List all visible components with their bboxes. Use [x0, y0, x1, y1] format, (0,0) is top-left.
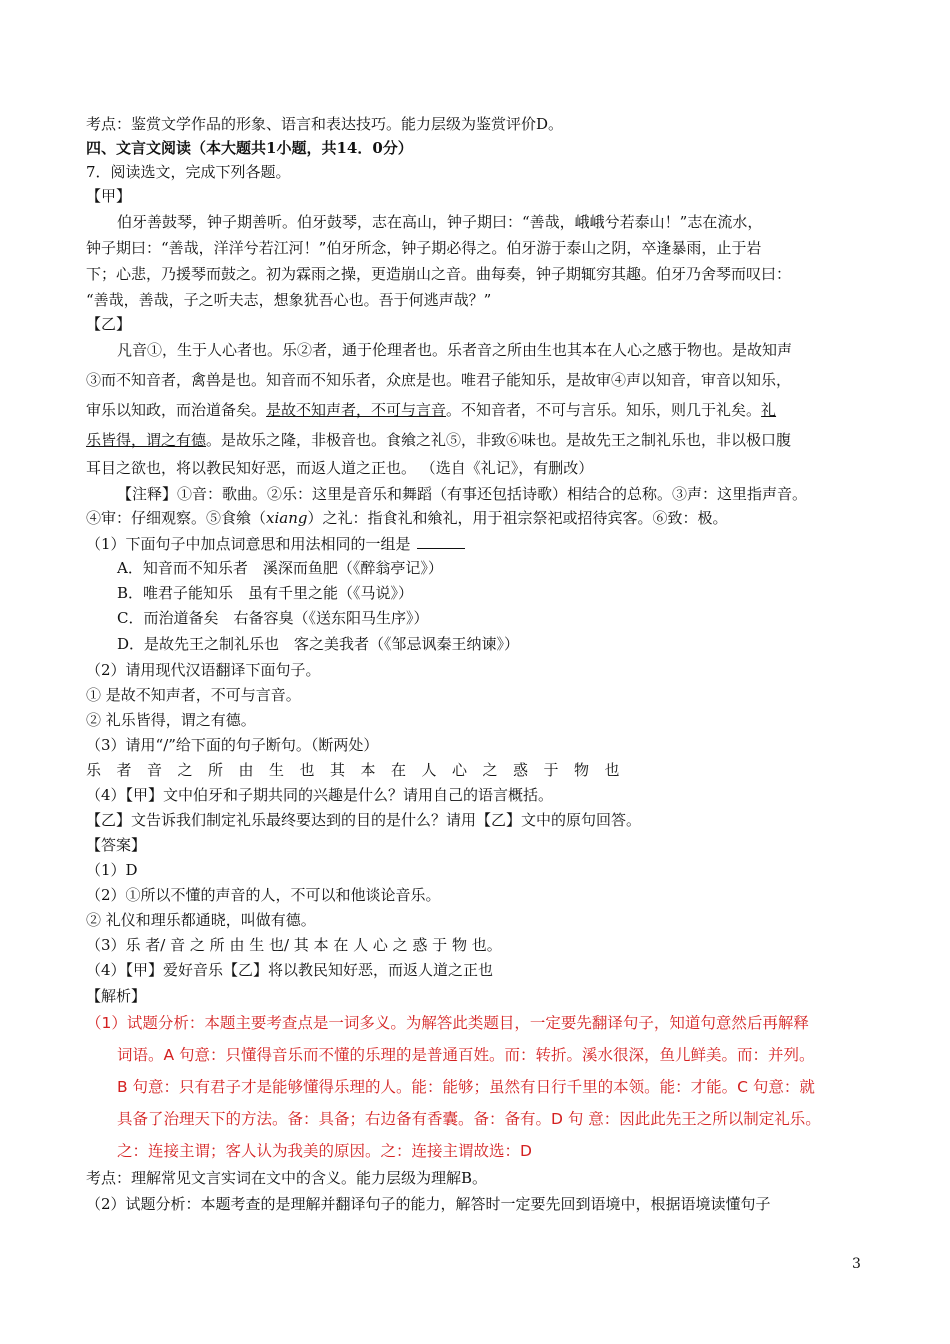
jia-label: 【甲】	[86, 187, 132, 205]
yi-text-segment: 审乐以知政，而治道备矣。	[86, 401, 267, 419]
question-2-item: ② 礼乐皆得，谓之有德。	[86, 711, 256, 729]
answer-line: （4）【甲】爱好音乐【乙】将以教民知好恶，而返人道之正也	[86, 961, 494, 979]
yi-text-line: ③而不知音者，禽兽是也。知音而不知乐者，众庶是也。唯君子能知乐，是故审④声以知音，审音以知乐，	[86, 371, 792, 389]
yi-text-segment: 。不知音者，不可与言乐。知乐，则几于礼矣。	[446, 401, 762, 419]
option-a: A．知音而不知乐者 溪深而鱼肥（《醉翁亭记》）	[117, 559, 443, 577]
question-intro: 7．阅读选文，完成下列各题。	[86, 163, 291, 181]
analysis-red-line: （1）试题分析：本题主要考查点是一词多义。为解答此类题目，一定要先翻译句子，知道句意然后再解释	[86, 1014, 809, 1032]
option-b: B．唯君子能知乐 虽有千里之能（《马说》）	[117, 584, 414, 602]
analysis-line: （2）试题分析：本题考查的是理解并翻译句子的能力，解答时一定要先回到语境中，根据语境读懂句子	[86, 1195, 771, 1213]
analysis-red-line: B 句意：只有君子才是能够懂得乐理的人。能：能够；虽然有日行千里的本领。能：才能。C 句意：就	[117, 1078, 815, 1096]
underlined-sentence: 乐皆得，谓之有德	[86, 431, 207, 449]
kaodian-line: 考点：理解常见文言实词在文中的含义。能力层级为理解B。	[86, 1169, 488, 1187]
answer-line: （3）乐 者/ 音 之 所 由 生 也/ 其 本 在 人 心 之 惑 于 物 也。	[86, 936, 502, 954]
note-line	[86, 508, 950, 528]
underlined-sentence: 礼	[761, 401, 777, 419]
kaodian-line: 考点：鉴赏文学作品的形象、语言和表达技巧。能力层级为鉴赏评价D。	[86, 115, 564, 133]
question-3: （3）请用“/”给下面的句子断句。（断两处）	[86, 736, 379, 754]
answer-blank	[417, 534, 465, 549]
option-c: C．而治道备矣 右备容臭（《送东阳马生序》）	[117, 609, 429, 627]
question-3-sentence: 乐者音之所由生也其本在人心之惑于物也	[86, 761, 636, 779]
jia-text-line: 钟子期曰：“善哉，洋洋兮若江河！”伯牙所念，钟子期必得之。伯牙游于泰山之阴，卒逢暴雨，止于岩	[86, 239, 762, 257]
note-line: 【注释】①音：歌曲。②乐：这里是音乐和舞蹈（有事还包括诗歌）相结合的总称。③声：这里指声音。	[117, 485, 808, 503]
yi-text-line: 耳目之欲也，将以教民知好恶，而返人道之正也。 （选自《礼记》，有删改）	[86, 459, 594, 477]
answer-line: ② 礼仪和理乐都通晓，叫做有德。	[86, 911, 316, 929]
note-segment: ）之礼：指食礼和飨礼，用于祖宗祭祀或招待宾客。⑥致：极。	[307, 509, 728, 527]
question-1-text: （1）下面句子中加点词意思和用法相同的一组是	[86, 535, 411, 553]
yi-label: 【乙】	[86, 315, 132, 333]
note-segment: ④审：仔细观察。⑤食飨（	[86, 509, 267, 527]
jia-text-line: “善哉，善哉，子之听夫志，想象犹吾心也。吾于何逃声哉？”	[86, 291, 492, 309]
analysis-red-line: 之：连接主谓；客人认为我美的原因。之：连接主谓故选：D	[117, 1142, 532, 1160]
yi-text-line	[86, 430, 950, 450]
page-number: 3	[852, 1256, 861, 1272]
question-4: （4）【甲】文中伯牙和子期共同的兴趣是什么？请用自己的语言概括。	[86, 786, 554, 804]
pinyin-text: xiang	[266, 509, 308, 527]
underlined-sentence: 是故不知声者，不可与言音	[266, 401, 447, 419]
jia-text-line: 伯牙善鼓琴，钟子期善听。伯牙鼓琴，志在高山，钟子期曰：“善哉，峨峨兮若泰山！”志在流水，	[117, 213, 763, 231]
answer-line: （1）D	[86, 861, 138, 879]
yi-text-segment: 。是故乐之隆，非极音也。食飨之礼⑤，非致⑥味也。是故先王之制礼乐也，非以极口腹	[206, 431, 792, 449]
yi-text-line	[86, 400, 950, 420]
option-d: D．是故先王之制礼乐也 客之美我者（《邹忌讽秦王纳谏》）	[117, 635, 520, 653]
question-1	[86, 534, 950, 554]
yi-text-line: 凡音①，生于人心者也。乐②者，通于伦理者也。乐者音之所由生也其本在人心之感于物也。是故知声	[117, 341, 793, 359]
answer-line: （2）①所以不懂的声音的人，不可以和他谈论音乐。	[86, 886, 441, 904]
analysis-red-line: 词语。A 句意：只懂得音乐而不懂的乐理的是普通百姓。而：转折。溪水很深，鱼儿鲜美。而：并列。	[117, 1046, 815, 1064]
analysis-label: 【解析】	[86, 987, 147, 1005]
section-title: 四、文言文阅读（本大题共1小题，共14．0分）	[86, 139, 413, 157]
question-2: （2）请用现代汉语翻译下面句子。	[86, 661, 321, 679]
question-4: 【乙】文告诉我们制定礼乐最终要达到的目的是什么？请用【乙】文中的原句回答。	[86, 811, 642, 829]
jia-text-line: 下；心悲，乃援琴而鼓之。初为霖雨之操，更造崩山之音。曲每奏，钟子期辄穷其趣。伯牙乃舍琴而叹曰：	[86, 265, 792, 283]
analysis-red-line: 具备了治理天下的方法。备：具备；右边备有香囊。备：备有。D 句 意：因此此先王之所以制定礼乐。	[117, 1110, 821, 1128]
question-2-item: ① 是故不知声者，不可与言音。	[86, 686, 301, 704]
answer-label: 【答案】	[86, 836, 147, 854]
